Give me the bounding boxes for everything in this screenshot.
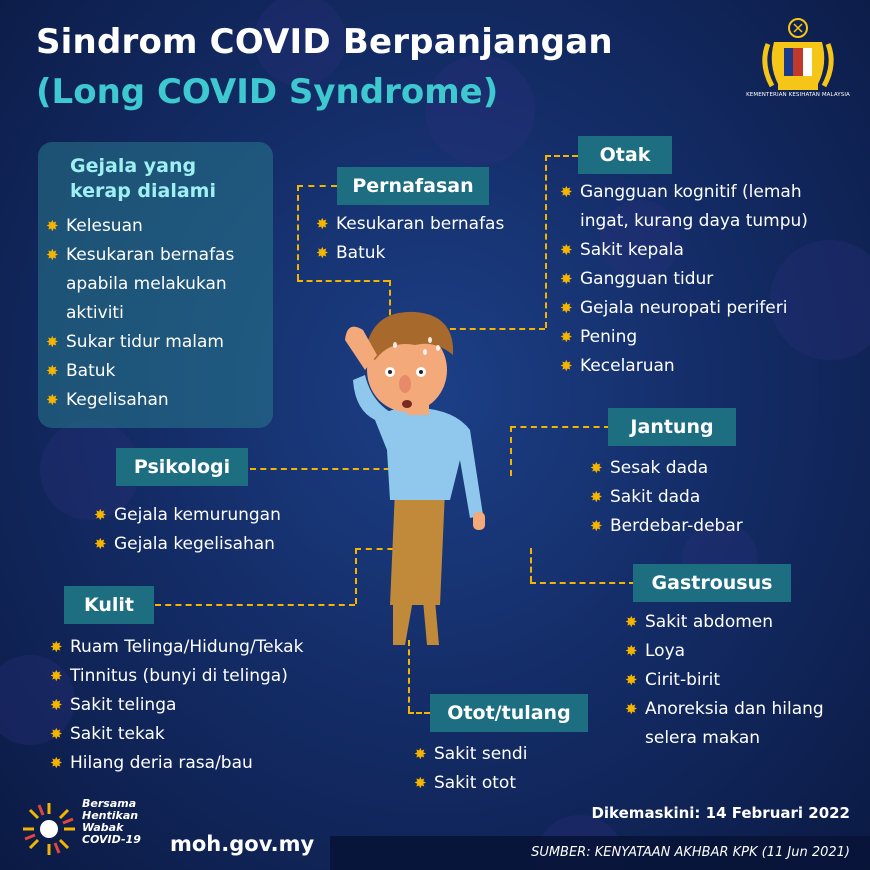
respiratory-list: [316, 210, 504, 268]
connector-line: [297, 185, 337, 187]
list-item: ✸ Kesukaran bernafas apabila melakukan aktiviti: [46, 245, 235, 323]
connector-line: [297, 185, 299, 280]
brain-header: Otak: [578, 136, 672, 174]
connector-line: [510, 426, 610, 428]
list-item: ✸ Sakit otot: [414, 773, 516, 793]
connector-line: [155, 604, 355, 606]
list-item: ✸ Gangguan tidur: [560, 269, 714, 289]
list-item: ✸ Sakit abdomen: [625, 612, 774, 632]
list-item: ✸ Pening: [560, 327, 638, 347]
list-item: ✸ Anoreksia dan hilang selera makan: [625, 699, 824, 748]
gastro-list: [625, 608, 855, 753]
list-item: ✸ Kecelaruan: [560, 356, 675, 376]
campaign-text: Bersama Hentikan Wabak COVID-19: [82, 797, 141, 846]
respiratory-header: Pernafasan: [337, 167, 489, 205]
updated-date: Dikemaskini: 14 Februari 2022: [591, 804, 850, 822]
ministry-logo: [738, 14, 858, 104]
website-link[interactable]: moh.gov.my: [170, 832, 315, 856]
list-item: ✸ Batuk: [316, 243, 386, 263]
connector-line: [530, 582, 635, 584]
connector-line: [408, 712, 430, 714]
muscle-list: [414, 740, 527, 798]
list-item: ✸ Kesukaran bernafas: [316, 214, 505, 234]
common-symptoms-title: Gejala yang kerap dialami: [70, 155, 216, 202]
gastro-header: Gastrousus: [633, 564, 791, 602]
list-item: ✸ Sakit tekak: [50, 724, 165, 744]
common-symptoms-list: [46, 212, 266, 415]
source-citation: SUMBER: KENYATAAN AKHBAR KPK (11 Jun 2021): [531, 845, 850, 860]
skin-list: [50, 633, 303, 778]
sick-person-illustration: [335, 300, 515, 660]
ministry-name: KEMENTERIAN KESIHATAN MALAYSIA: [746, 92, 850, 98]
list-item: ✸ Sakit kepala: [560, 240, 684, 260]
list-item: ✸ Loya: [625, 641, 686, 661]
list-item: ✸ Sukar tidur malam: [46, 332, 224, 352]
list-item: ✸ Kegelisahan: [46, 390, 169, 410]
list-item: ✸ Gejala kemurungan: [94, 505, 281, 525]
list-item: ✸ Tinnitus (bunyi di telinga): [50, 666, 288, 686]
connector-line: [545, 155, 578, 157]
list-item: ✸ Gangguan kognitif (lemah ingat, kurang daya tumpu): [560, 182, 808, 231]
list-item: ✸ Sakit telinga: [50, 695, 177, 715]
connector-line: [530, 548, 532, 582]
muscle-header: Otot/tulang: [430, 694, 588, 732]
list-item: ✸ Batuk: [46, 361, 116, 381]
list-item: ✸ Gejala neuropati periferi: [560, 298, 788, 318]
list-item: ✸ Sakit dada: [590, 487, 701, 507]
connector-line: [545, 155, 547, 328]
list-item: ✸ Berdebar-debar: [590, 516, 743, 536]
brain-list: [560, 178, 850, 381]
heart-header: Jantung: [608, 408, 736, 446]
skin-header: Kulit: [64, 586, 154, 624]
page-subtitle: (Long COVID Syndrome): [36, 72, 499, 112]
page-title: Sindrom COVID Berpanjangan: [36, 22, 613, 62]
list-item: ✸ Hilang deria rasa/bau: [50, 753, 253, 773]
sun-ray-icon: [20, 800, 78, 858]
psychology-list: [94, 501, 281, 559]
list-item: ✸ Ruam Telinga/Hidung/Tekak: [50, 637, 304, 657]
list-item: ✸ Sesak dada: [590, 458, 709, 478]
list-item: ✸ Gejala kegelisahan: [94, 534, 275, 554]
psychology-header: Psikologi: [116, 448, 248, 486]
list-item: ✸ Kelesuan: [46, 216, 143, 236]
list-item: ✸ Cirit-birit: [625, 670, 720, 690]
heart-list: [590, 454, 743, 541]
connector-line: [297, 280, 389, 282]
malaysia-coat-of-arms-icon: [738, 14, 858, 92]
campaign-logo: [20, 798, 170, 860]
list-item: ✸ Sakit sendi: [414, 744, 528, 764]
